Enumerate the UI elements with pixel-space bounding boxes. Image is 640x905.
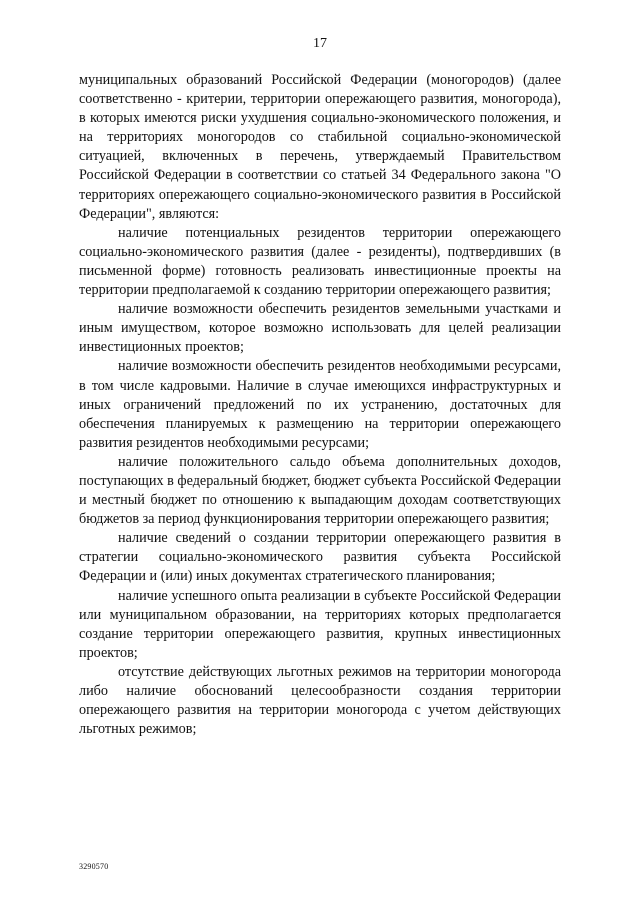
paragraph-criterion-experience: наличие успешного опыта реализации в субъекте Российской Федерации или муниципальном образовании, на территориях которых предполагается создание территории опережающего развития, крупных инвестиционных проектов;	[79, 587, 561, 661]
page-number: 17	[313, 36, 327, 51]
paragraph-criterion-strategy: наличие сведений о создании территории опережающего развития в стратегии социально-экономического развития субъекта Российской Федерации и (или) иных документах стратегического планирования;	[79, 530, 561, 585]
paragraph-criterion-land: наличие возможности обеспечить резидентов земельными участками и иным имуществом, которое возможно использовать для целей реализации инвестиционных проектов;	[79, 301, 561, 356]
paragraph-criterion-preferential-regimes: отсутствие действующих льготных режимов на территории моногорода либо наличие обоснований целесообразности создания территории опережающего развития на территории моногорода с учетом действующих льготных режимов;	[79, 663, 561, 738]
document-body	[79, 71, 561, 739]
paragraph-criterion-resources: наличие возможности обеспечить резидентов необходимыми ресурсами, в том числе кадровыми. Наличие в случае имеющихся инфраструктурных и иных ограничений предложений по их устранению, достаточных для обеспечения планируемых к размещению на территории опережающего развития резидентов необходимыми ресурсами;	[79, 358, 561, 451]
paragraph-intro: муниципальных образований Российской Федерации (моногородов) (далее соответственно - критерии, территории опережающего развития, моногорода), в которых имеются риски ухудшения социально-экономического положения, и на территориях моногородов со стабильной социально-экономической ситуацией, включенных в перечень, утверждаемый Правительством Российской Федерации в соответствии со статьей 34 Федерального закона "О территориях опережающего социально-экономического развития в Российской Федерации", являются:	[79, 72, 561, 222]
document-code: 3290570	[79, 862, 109, 871]
paragraph-criterion-budget: наличие положительного сальдо объема дополнительных доходов, поступающих в федеральный бюджет, бюджет субъекта Российской Федерации и местный бюджет по отношению к выпадающим доходам соответствующих бюджетов за период функционирования территории опережающего развития;	[79, 453, 561, 528]
paragraph-criterion-residents: наличие потенциальных резидентов территории опережающего социально-экономического развития (далее - резиденты), подтвердивших (в письменной форме) готовность реализовать инвестиционные проекты на территории предполагаемой к созданию территории опережающего развития;	[79, 224, 561, 299]
